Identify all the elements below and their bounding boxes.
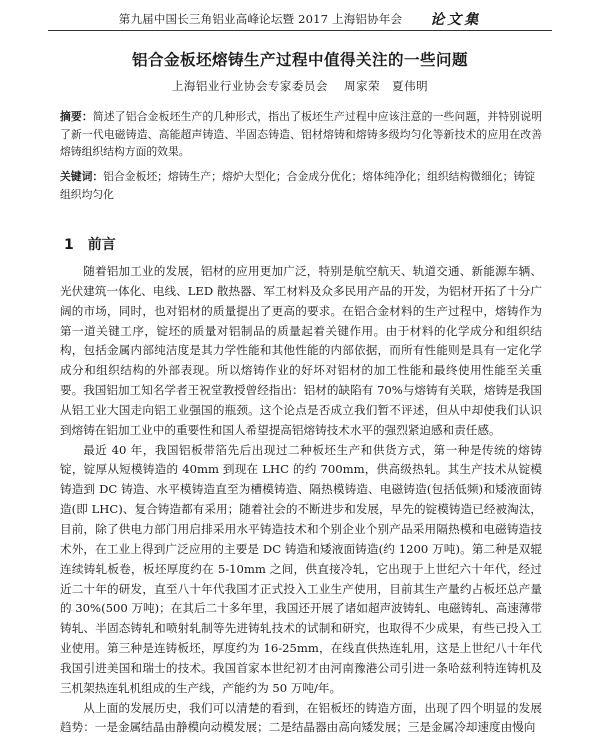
abstract-text: 简述了铝合金板坯生产的几种形式，指出了板坯生产过程中应该注意的一些问题，并特别说明了新一代电磁铸造、高能超声铸造、半固态铸造、铝材熔铸和熔铸多级均匀化等新技术的应用在改善熔铸组织结构方面的效果。: [60, 110, 542, 158]
paragraph: 最近 40 年，我国铝板带箔先后出现过二种板坯生产和供货方式，第一种是传统的熔铸锭，锭厚从短模铸造的 40mm 到现在 LHC 的约 700mm，供高级热轧。其生产技术从锭模铸造到 DC 铸造、水平模铸造直至为槽模铸造、隔热模铸造、电磁铸造(包括低频)和矮液面铸造(即 LHC)、复合铸造都有采用；随着社会的不断进步和发展，早先的锭模铸造已经被淘汰，目前，除了供电力部门用启排采用水平铸造技术和个别企业个别产品采用隔热模和电磁铸造技术外，在工业上得到广泛应用的主要是 DC 铸造和矮液面铸造(约 1200 万吨)。第二种是双辊连续铸轧板卷，板坯厚度约在 5-10mm 之间，供直接冷轧，它出现于上世纪六十年代，经过近二十年的研发，直至八十年代我国才正式投入工业生产使用，目前其生产量约占板坯总产量的 30%(500 万吨)；在其后二十多年里，我国还开展了诸如超声波铸轧、电磁铸轧、高速薄带铸轧、半固态铸轧和喷射轧制等先进铸轧技术的试制和研究，也取得不少成果，有些已投入工业使用。第三种是连铸板坯，厚度约为 16-25mm，在线直供热连轧用，这是上世纪八十年代我国引进美国和瑞士的技术。我国首家本世纪初才由河南豫港公司引进一条哈兹利特连铸机及三机架热连轧机组成的生产线，产能约为 50 万吨/年。: [60, 442, 542, 695]
author-line: [0, 78, 600, 94]
keywords-label: 关键词：: [60, 170, 104, 183]
paper-title: 铝合金板坯熔铸生产过程中值得关注的一些问题: [131, 51, 468, 69]
paragraph: 随着铝加工业的发展，铝材的应用更加广泛，特别是航空航天、轨道交通、新能源车辆、光伏建筑一体化、电线、LED 散热器、军工材料及众多民用产品的开发，为铝材开拓了十分广阔的市场，同时，也对铝材的质量提出了更高的要求。在铝合金材料的生产过程中，熔铸作为第一道关键工序，锭坯的质量对铝制品的质量起着关键作用。由于材料的化学成分和组织结构，包括金属内部纯洁度是其力学性能和其他性能的内部依据，而所有性能则是具有一定化学成分和组织结构的外部表现。所以熔铸作业的好坏对铝材的加工性能和最终使用性能至关重要。我国铝加工知名学者王祝堂教授曾经指出：铝材的缺陷有 70%与熔铸有关联，熔铸是我国从铝工业大国走向铝工业强国的瓶颈。这个论点是否成立我们暂不评述，但从中却使我们认识到熔铸在铝加工业中的重要性和国人希望提高铝熔铸技术水平的强烈紧迫感和责任感。: [60, 264, 542, 437]
abstract: [60, 108, 542, 161]
section-heading: [64, 234, 130, 254]
author-names: 周家荣 夏伟明: [344, 79, 429, 93]
keywords-text: 铝合金板坯；熔铸生产；熔炉大型化；合金成分优化；熔体纯净化；组织结构微细化；铸锭组织均匀化: [60, 170, 536, 201]
running-header: [48, 8, 552, 31]
paragraph: 从上面的发展历史，我们可以清楚的看到，在铝板坯的铸造方面，出现了四个明显的发展趋势：一是金属结晶由静模向动模发展；二是结晶器由高向矮发展；三是金属冷却速度由慢向: [60, 700, 542, 735]
conference-name: 第九届中国长三角铝业高峰论坛暨 2017 上海铝协年会: [118, 12, 403, 26]
affiliation: 上海铝业行业协会专家委员会: [171, 79, 328, 93]
body-text: [60, 262, 542, 738]
abstract-label: 摘要：: [60, 110, 93, 123]
proceedings-tag: 论文集: [430, 12, 482, 28]
section-title: 前言: [87, 237, 116, 253]
section-number: 1: [64, 237, 74, 253]
keywords: [60, 168, 542, 203]
